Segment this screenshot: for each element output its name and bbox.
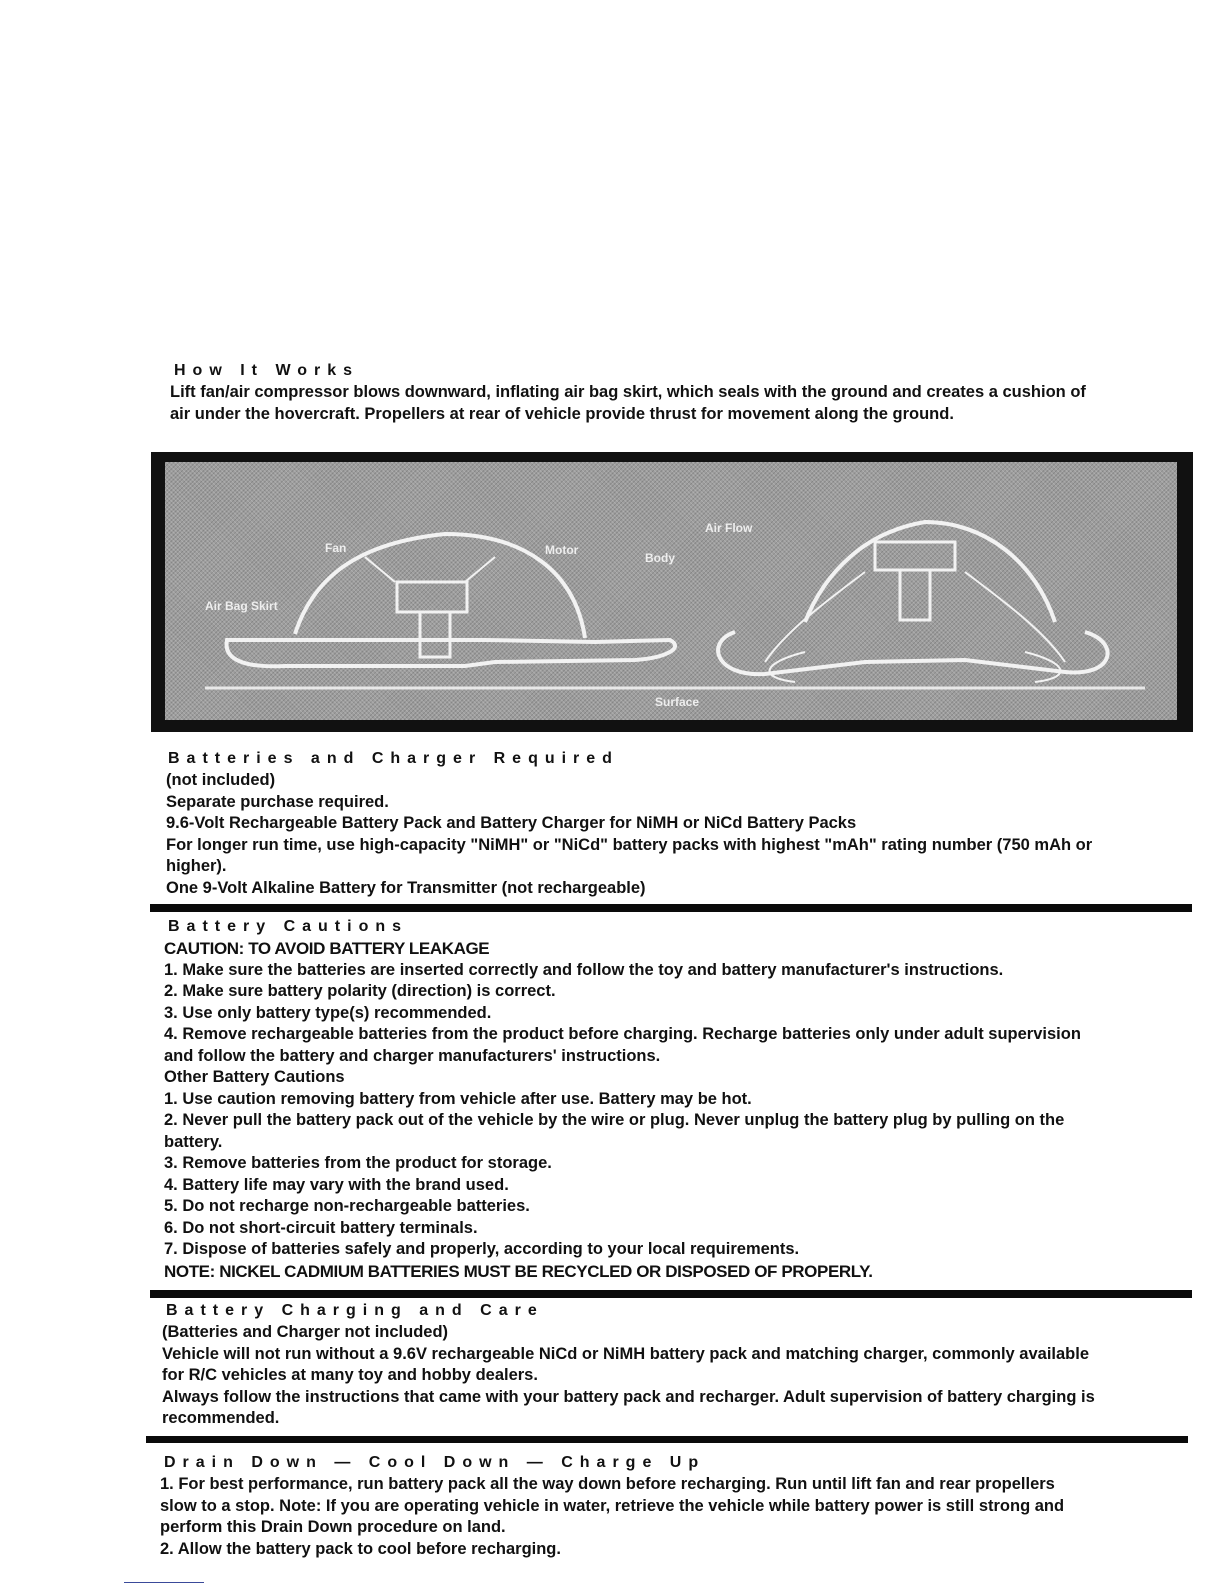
diagram-panel: [165, 462, 1177, 720]
label-air-flow: Air Flow: [705, 521, 753, 535]
batteries-heading: Batteries and Charger Required: [168, 750, 619, 767]
label-body: Body: [645, 551, 675, 565]
batteries-line: higher).: [166, 857, 227, 875]
batteries-line: (not included): [166, 771, 276, 789]
caution-title: CAUTION: TO AVOID BATTERY LEAKAGE: [164, 939, 490, 958]
label-air-bag-skirt: Air Bag Skirt: [205, 599, 278, 613]
drain-line: slow to a stop. Note: If you are operating vehicle in water, retrieve the vehicle while battery power is still strong and: [160, 1496, 1065, 1515]
cautions-heading: Battery Cautions: [168, 918, 409, 935]
how-it-works-line: air under the hovercraft. Propellers at rear of vehicle provide thrust for movement along the ground.: [170, 404, 954, 423]
other-cautions-title: Other Battery Cautions: [164, 1068, 345, 1086]
charging-line: recommended.: [162, 1409, 280, 1427]
batteries-line: For longer run time, use high-capacity "NiMH" or "NiCd" battery packs with highest "mAh" rating number (750 mAh or: [166, 835, 1093, 854]
other-caution-line: 3. Remove batteries from the product for storage.: [164, 1154, 552, 1172]
air-flow-arrow: [765, 572, 865, 662]
other-caution-line: 7. Dispose of batteries safely and properly, according to your local requirements.: [164, 1240, 800, 1258]
how-it-works-line: Lift fan/air compressor blows downward, inflating air bag skirt, which seals with the ground and creates a cushion of: [170, 383, 1086, 401]
caution-line: 3. Use only battery type(s) recommended.: [164, 1003, 492, 1022]
charging-line: for R/C vehicles at many toy and hobby dealers.: [162, 1366, 538, 1384]
batteries-line: 9.6-Volt Rechargeable Battery Pack and Battery Charger for NiMH or NiCd Battery Packs: [166, 814, 857, 832]
other-caution-line: 6. Do not short-circuit battery terminals.: [164, 1218, 478, 1237]
drain-line: 1. For best performance, run battery pack all the way down before recharging. Run until lift fan and rear propellers: [160, 1475, 1055, 1493]
drain-section: [160, 1454, 1170, 1560]
other-caution-line: battery.: [164, 1132, 223, 1151]
charging-heading: Battery Charging and Care: [166, 1302, 544, 1319]
charging-line: Always follow the instructions that came with your battery pack and recharger. Adult supervision of battery charging is: [162, 1387, 1095, 1406]
other-caution-line: 4. Battery life may vary with the brand used.: [164, 1175, 509, 1194]
section-divider: [150, 1290, 1192, 1298]
other-caution-line: 5. Do not recharge non-rechargeable batteries.: [164, 1197, 530, 1215]
drain-line: 2. Allow the battery pack to cool before recharging.: [160, 1539, 561, 1558]
charging-line: (Batteries and Charger not included): [162, 1323, 449, 1341]
right-fan: [875, 542, 955, 570]
drain-line: perform this Drain Down procedure on land.: [160, 1518, 506, 1536]
other-caution-line: 2. Never pull the battery pack out of the vehicle by the wire or plug. Never unplug the battery plug by pulling on the: [164, 1111, 1065, 1129]
left-motor: [420, 612, 450, 657]
batteries-section: [166, 750, 1176, 899]
charging-line: Vehicle will not run without a 9.6V rechargeable NiCd or NiMH battery pack and matching charger, commonly available: [162, 1344, 1089, 1363]
left-fan: [397, 582, 467, 612]
label-motor: Motor: [545, 543, 579, 557]
label-surface: Surface: [655, 695, 700, 709]
nickel-cadmium-note: NOTE: NICKEL CADMIUM BATTERIES MUST BE RECYCLED OR DISPOSED OF PROPERLY.: [164, 1261, 873, 1281]
air-flow-arrow: [965, 572, 1065, 662]
charging-section: [162, 1302, 1172, 1430]
air-flow-arrow: [770, 652, 805, 682]
section-divider: [150, 904, 1192, 912]
section-divider: [146, 1436, 1188, 1443]
caution-line: 1. Make sure the batteries are inserted correctly and follow the toy and battery manufacturer's instructions.: [164, 960, 1004, 979]
how-it-works-section: [164, 362, 1174, 425]
diagram-svg: [165, 462, 1177, 720]
label-fan: Fan: [325, 541, 347, 555]
caution-line: 4. Remove rechargeable batteries from the product before charging. Recharge batteries only under adult supervision: [164, 1025, 1081, 1043]
how-it-works-heading: How It Works: [174, 362, 360, 379]
batteries-line: Separate purchase required.: [166, 792, 389, 811]
right-air-bag-skirt: [718, 632, 1107, 674]
other-caution-line: 1. Use caution removing battery from vehicle after use. Battery may be hot.: [164, 1089, 752, 1108]
cautions-section: [164, 918, 1174, 1282]
drain-heading: Drain Down — Cool Down — Charge Up: [164, 1454, 706, 1471]
right-motor: [900, 570, 930, 620]
caution-line: 2. Make sure battery polarity (direction) is correct.: [164, 982, 556, 1000]
page-edge-mark: [124, 1582, 204, 1583]
batteries-line: One 9-Volt Alkaline Battery for Transmitter (not rechargeable): [166, 878, 646, 897]
caution-line: and follow the battery and charger manufacturers' instructions.: [164, 1046, 661, 1065]
hovercraft-diagram: [151, 452, 1193, 732]
